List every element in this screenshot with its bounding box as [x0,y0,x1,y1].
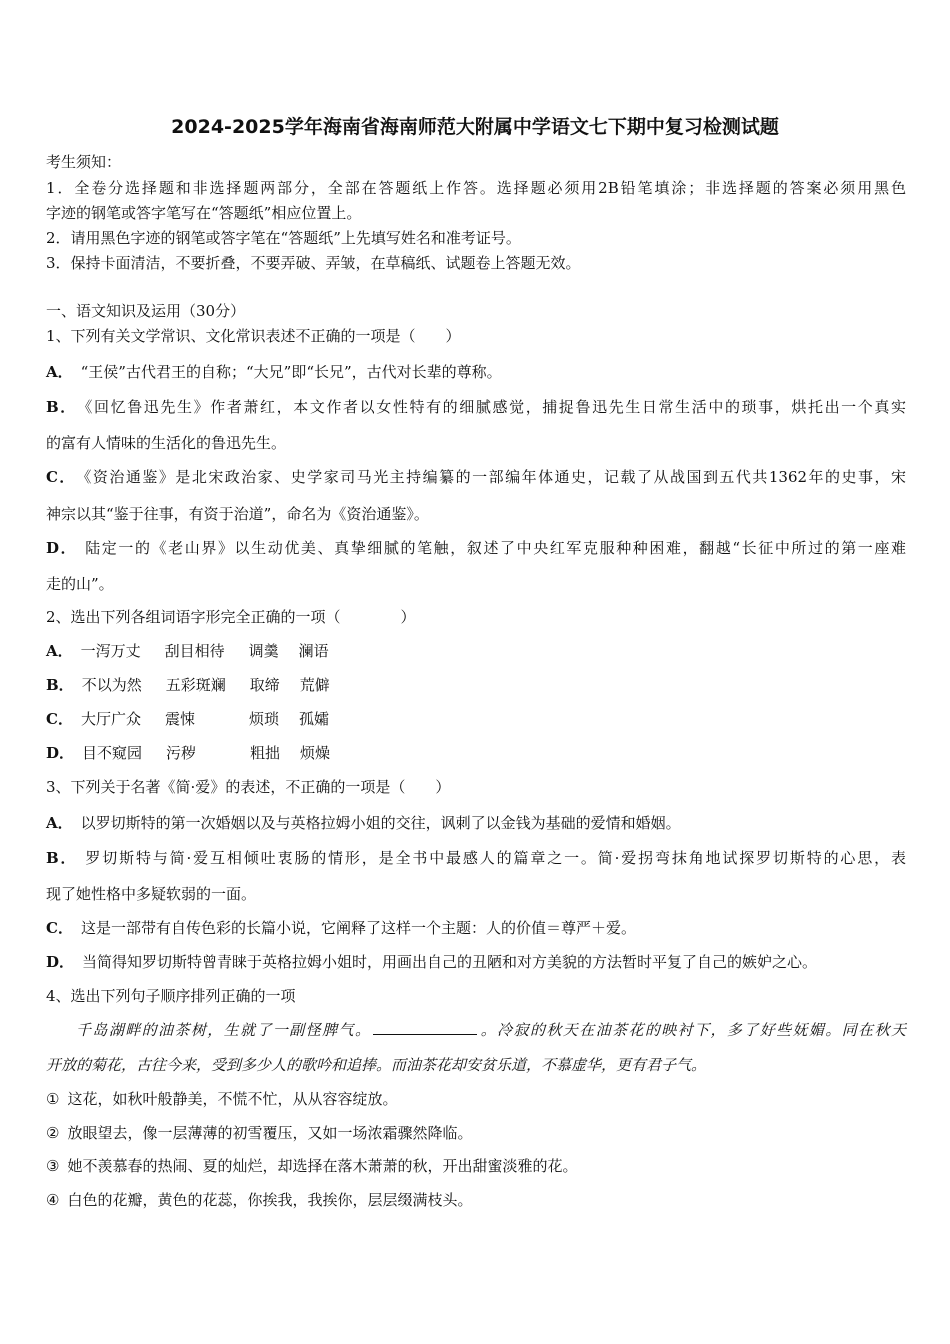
answer-blank [373,1020,477,1035]
q2-option-d [46,743,330,763]
option-label: A． [46,642,73,660]
q2-option-a [46,641,329,661]
option-label: B． [46,676,74,694]
word: 烦琐 [248,710,279,728]
item-number: ③ [46,1157,60,1175]
option-label: B． [46,398,77,416]
notice-item: 2．请用黑色字迹的钢笔或答字笔在“答题纸”上先填写姓名和准考证号。 [46,229,521,247]
notice-heading: 考生须知： [46,153,122,171]
word: 调羹 [248,642,279,660]
word: 震悚 [164,710,195,728]
option-text: 当简得知罗切斯特曾青睐于英格拉姆小姐时，用画出自己的丑陋和对方美貌的方法暂时平复了自己的嫉妒之心。 [82,953,818,971]
option-label: A． [46,814,73,832]
q3-option-c [46,918,636,938]
q4-item [46,1190,472,1210]
option-label: A． [46,363,73,381]
q4-passage-line1 [46,1020,906,1040]
option-text: “王侯”古代君王的自称；“大兄”即“长兄”，古代对长辈的尊称。 [80,363,502,381]
item-text: 放眼望去，像一层薄薄的初雪覆压，又如一场浓霜骤然降临。 [67,1124,473,1142]
q2-option-c [46,709,329,729]
question-2-stem: 2、选出下列各组词语字形完全正确的一项（ ） [46,608,416,626]
passage-text: 千岛湖畔的油茶树，生就了一副怪脾气。 [76,1021,372,1039]
option-label: C． [46,710,73,728]
q3-option-a [46,813,681,833]
option-label: C． [46,919,73,937]
word: 大厅广众 [80,710,141,728]
option-text: 以罗切斯特的第一次婚姻以及与英格拉姆小姐的交往，讽刺了以金钱为基础的爱情和婚姻。 [80,814,681,832]
item-text: 这花，如秋叶般静美，不慌不忙，从从容容绽放。 [67,1090,398,1108]
q3-option-d [46,952,817,972]
word: 烦燥 [300,744,331,762]
option-text: 罗切斯特与简·爱互相倾吐衷肠的情形，是全书中最感人的篇章之一。简·爱拐弯抹角地试探罗切斯特的心思，表 [85,849,906,867]
item-number: ④ [46,1191,60,1209]
word: 荒僻 [299,676,330,694]
question-3-stem: 3、下列关于名著《简·爱》的表述，不正确的一项是（ ） [46,778,451,796]
option-text: 《资治通鉴》是北宋政治家、史学家司马光主持编纂的一部编年体通史，记载了从战国到五代共1362年的史事，宋 [83,468,906,486]
word: 孤孀 [298,710,329,728]
q1-option-b-cont: 的富有人情味的生活化的鲁迅先生。 [46,434,287,452]
page-title: 2024-2025学年海南省海南师范大附属中学语文七下期中复习检测试题 [171,116,779,138]
word: 五彩斑斓 [165,676,226,694]
notice-item: 字迹的钢笔或答字笔写在“答题纸”相应位置上。 [46,204,362,222]
word: 粗拙 [250,744,281,762]
q1-option-d [46,538,906,558]
q1-option-b [46,397,906,417]
option-label: D． [46,953,75,971]
q1-option-d-cont: 走的山”。 [46,575,114,593]
passage-text: 。冷寂的秋天在油茶花的映衬下，多了好些妩媚。同在秋天 [479,1021,906,1039]
word: 不以为然 [81,676,142,694]
option-label: B． [46,849,78,867]
word: 污秽 [166,744,197,762]
word: 目不窥园 [82,744,143,762]
q2-option-b [46,675,330,695]
item-text: 她不羡慕春的热闹、夏的灿烂，却选择在落木萧萧的秋，开出甜蜜淡雅的花。 [67,1157,578,1175]
item-text: 白色的花瓣，黄色的花蕊，你挨我，我挨你，层层缀满枝头。 [67,1191,473,1209]
option-text: 陆定一的《老山界》以生动优美、真挚细腻的笔触，叙述了中央红军克服种种困难，翻越“长征中所过的第一座难 [85,539,906,557]
q3-option-b-cont: 现了她性格中多疑软弱的一面。 [46,885,257,903]
option-text: 这是一部带有自传色彩的长篇小说，它阐释了这样一个主题：人的价值＝尊严＋爱。 [80,919,636,937]
notice-item: 3．保持卡面清洁，不要折叠，不要弄破、弄皱，在草稿纸、试题卷上答题无效。 [46,254,581,272]
word: 一泻万丈 [80,642,141,660]
option-label: D． [46,539,78,557]
q4-item [46,1089,397,1109]
item-number: ① [46,1090,60,1108]
q4-passage-line2: 开放的菊花，古往今来，受到多少人的歌吟和追捧。而油茶花却安贫乐道，不慕虚华，更有君子气。 [46,1056,707,1074]
option-text: 《回忆鲁迅先生》作者萧红，本文作者以女性特有的细腻感觉，捕捉鲁迅先生日常生活中的琐事，烘托出一个真实 [84,398,906,416]
word: 澜语 [298,642,329,660]
option-label: C． [46,468,76,486]
word: 取缔 [249,676,280,694]
q1-option-c-cont: 神宗以其“鉴于往事，有资于治道”，命名为《资治通鉴》。 [46,505,429,523]
section-heading: 一、语文知识及运用（30分） [46,302,246,320]
q1-option-a [46,362,502,382]
question-1-stem: 1、下列有关文学常识、文化常识表述不正确的一项是（ ） [46,327,461,345]
notice-item: 1．全卷分选择题和非选择题两部分，全部在答题纸上作答。选择题必须用2B铅笔填涂；非选择题的答案必须用黑色 [46,179,906,197]
word: 刮目相待 [164,642,225,660]
q1-option-c [46,467,906,487]
q4-item [46,1156,577,1176]
q3-option-b [46,848,906,868]
item-number: ② [46,1124,60,1142]
option-label: D． [46,744,75,762]
q4-item [46,1123,472,1143]
question-4-stem: 4、选出下列句子顺序排列正确的一项 [46,987,296,1005]
